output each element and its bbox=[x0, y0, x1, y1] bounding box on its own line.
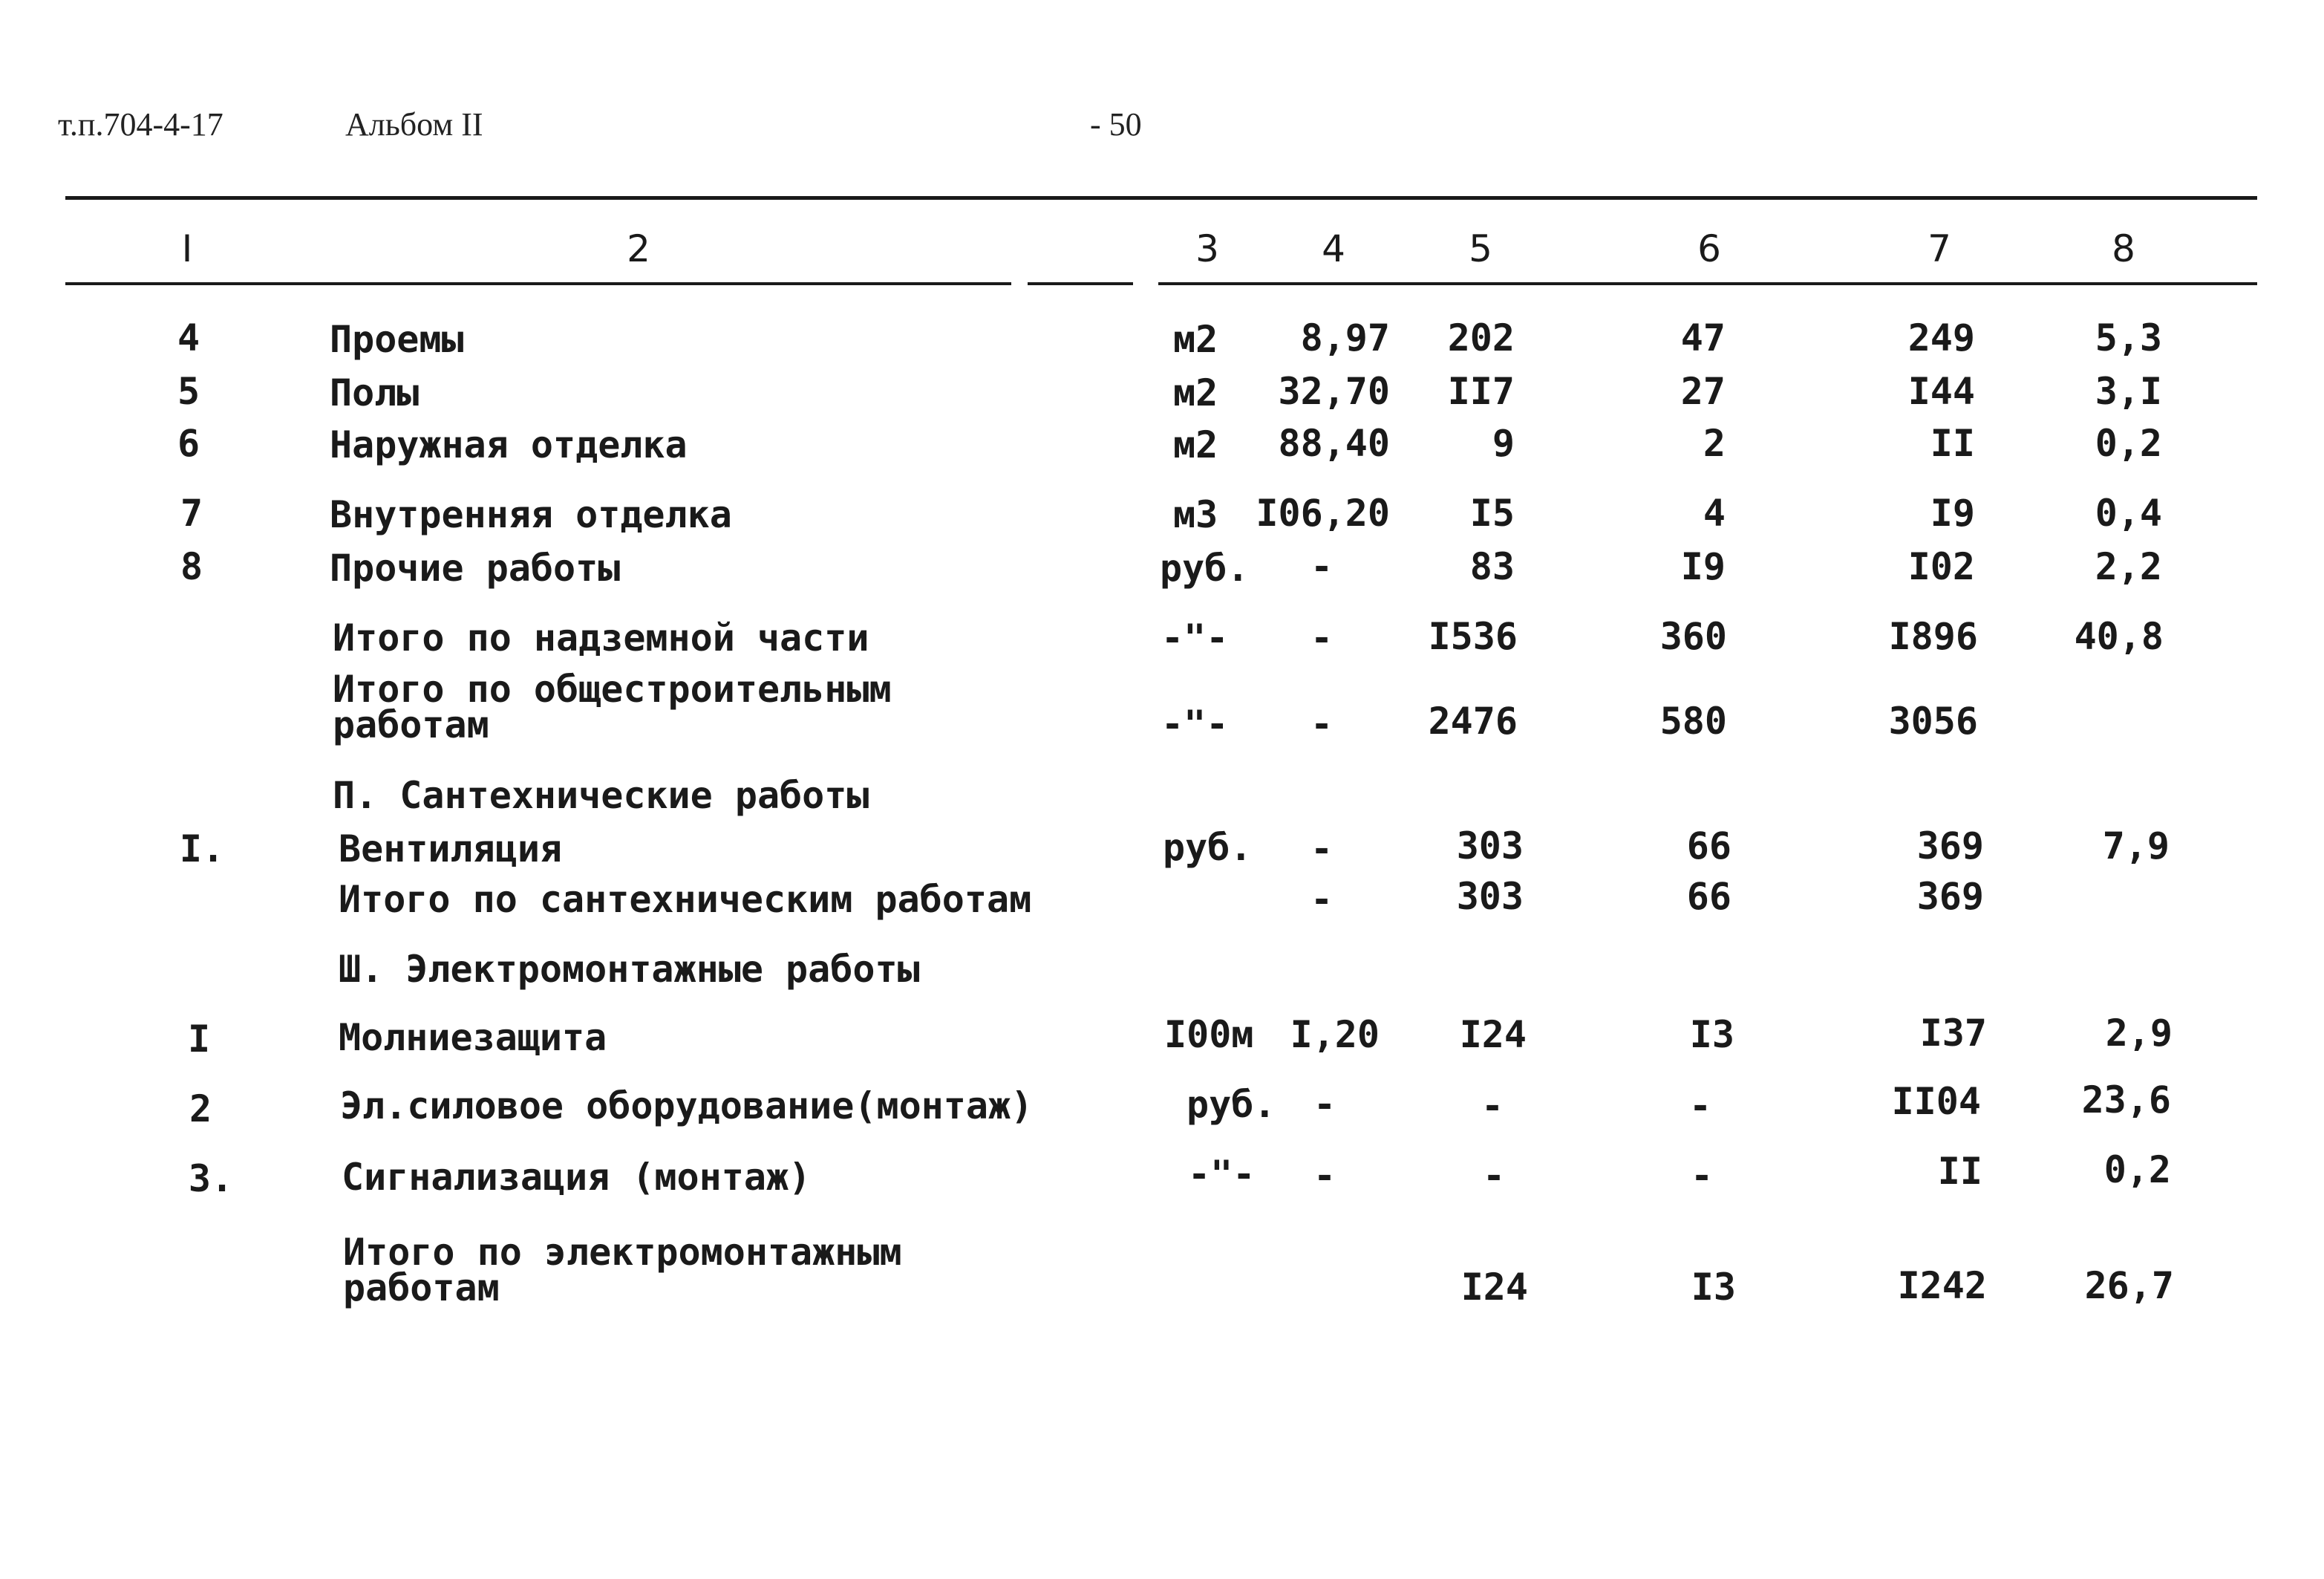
row-unit: руб. bbox=[1187, 1083, 1276, 1126]
row-col5: I536 bbox=[1428, 615, 1518, 658]
row-quantity: I06,20 bbox=[1256, 492, 1390, 535]
album-label: Альбом II bbox=[345, 106, 483, 143]
row-name: Молниезащита bbox=[339, 1016, 607, 1059]
row-number: 6 bbox=[177, 422, 200, 465]
row-number: 8 bbox=[180, 545, 203, 588]
column-header-4: 4 bbox=[1322, 227, 1345, 270]
table-header-rule-1 bbox=[65, 282, 1011, 285]
row-col8: 2,2 bbox=[2095, 545, 2162, 588]
row-unit: м3 bbox=[1173, 493, 1218, 536]
row-name: Прочие работы bbox=[330, 547, 621, 590]
column-header-1: I bbox=[181, 227, 193, 270]
row-col6: 66 bbox=[1686, 824, 1731, 867]
row-col6: 360 bbox=[1659, 615, 1727, 658]
row-quantity: - bbox=[1313, 1154, 1336, 1197]
row-unit: м2 bbox=[1173, 371, 1218, 414]
row-quantity: I,20 bbox=[1290, 1013, 1380, 1056]
row-quantity: 88,40 bbox=[1278, 422, 1390, 465]
row-unit: I00м bbox=[1164, 1013, 1254, 1056]
row-name: Сигнализация (монтаж) bbox=[342, 1156, 812, 1199]
row-number: 3. bbox=[188, 1157, 234, 1200]
column-header-8: 8 bbox=[2112, 227, 2135, 270]
row-quantity: 8,97 bbox=[1300, 316, 1390, 359]
row-col6: 66 bbox=[1686, 875, 1731, 918]
row-col5: 2476 bbox=[1428, 700, 1518, 743]
row-col8: 26,7 bbox=[2084, 1264, 2174, 1307]
row-name: Эл.силовое оборудование(монтаж) bbox=[340, 1084, 1034, 1127]
row-number: 4 bbox=[177, 316, 200, 359]
row-col8: 2,9 bbox=[2105, 1012, 2173, 1055]
row-col7: II bbox=[1930, 422, 1975, 465]
column-header-5: 5 bbox=[1469, 227, 1492, 270]
row-col7: I37 bbox=[1919, 1012, 1987, 1055]
table-header-rule-3 bbox=[1158, 282, 2257, 285]
column-header-2: 2 bbox=[627, 227, 650, 270]
row-name: Вентиляция bbox=[339, 827, 563, 870]
row-name: Итого по электромонтажным работам bbox=[343, 1231, 902, 1309]
row-col5: I24 bbox=[1459, 1013, 1527, 1056]
row-col7: 249 bbox=[1907, 316, 1975, 359]
row-name: Итого по общестроительным работам bbox=[333, 668, 892, 746]
row-col5: 303 bbox=[1456, 824, 1524, 867]
row-col6: 47 bbox=[1680, 316, 1726, 359]
row-quantity: - bbox=[1310, 545, 1334, 588]
row-quantity: - bbox=[1310, 703, 1334, 746]
row-col5: - bbox=[1481, 1084, 1504, 1127]
row-col8: 0,4 bbox=[2095, 492, 2162, 535]
row-unit: м2 bbox=[1173, 318, 1218, 361]
row-col6: I3 bbox=[1691, 1266, 1736, 1309]
row-col5: 202 bbox=[1447, 316, 1515, 359]
row-quantity: - bbox=[1310, 878, 1334, 921]
row-unit: -"- bbox=[1161, 703, 1229, 746]
column-header-7: 7 bbox=[1928, 227, 1951, 270]
row-col7: I242 bbox=[1897, 1264, 1987, 1307]
row-unit: м2 bbox=[1173, 423, 1218, 466]
row-quantity: - bbox=[1313, 1083, 1336, 1126]
row-number: 5 bbox=[177, 370, 200, 413]
row-col5: 9 bbox=[1492, 422, 1515, 465]
row-col6: - bbox=[1688, 1084, 1712, 1127]
row-name: Полы bbox=[330, 371, 420, 414]
row-col8: 23,6 bbox=[2081, 1078, 2171, 1121]
row-col6: I3 bbox=[1689, 1013, 1734, 1056]
page-number: - 50 bbox=[1090, 106, 1142, 143]
row-col6: 27 bbox=[1680, 370, 1726, 413]
row-name: Итого по сантехническим работам bbox=[339, 878, 1032, 921]
row-col7: 369 bbox=[1916, 875, 1984, 918]
section-title: П. Сантехнические работы bbox=[333, 774, 869, 817]
row-col5: I24 bbox=[1460, 1266, 1528, 1309]
row-col6: 4 bbox=[1703, 492, 1726, 535]
row-unit: руб. bbox=[1160, 547, 1250, 590]
row-col5: - bbox=[1482, 1154, 1506, 1197]
row-col7: I896 bbox=[1888, 615, 1978, 658]
row-col8: 7,9 bbox=[2102, 824, 2170, 867]
row-col6: I9 bbox=[1680, 545, 1726, 588]
row-name: Наружная отделка bbox=[330, 423, 688, 466]
row-col7: II bbox=[1937, 1150, 1982, 1193]
row-col7: I02 bbox=[1907, 545, 1975, 588]
row-col8: 5,3 bbox=[2095, 316, 2162, 359]
row-number: 7 bbox=[180, 492, 203, 535]
row-col7: II04 bbox=[1891, 1080, 1981, 1123]
row-name: Итого по надземной части bbox=[333, 616, 869, 660]
row-number: 2 bbox=[189, 1087, 212, 1130]
row-col8: 0,2 bbox=[2095, 422, 2162, 465]
row-unit: -"- bbox=[1161, 616, 1229, 660]
row-col7: I9 bbox=[1930, 492, 1975, 535]
column-header-6: 6 bbox=[1697, 227, 1721, 270]
row-col7: 3056 bbox=[1888, 700, 1978, 743]
row-col6: 580 bbox=[1659, 700, 1727, 743]
row-col8: 0,2 bbox=[2103, 1148, 2171, 1191]
row-number: I bbox=[187, 1018, 211, 1061]
row-col6: - bbox=[1690, 1154, 1714, 1197]
row-col7: I44 bbox=[1907, 370, 1975, 413]
row-name: Проемы bbox=[330, 318, 464, 361]
row-col8: 40,8 bbox=[2074, 615, 2164, 658]
row-quantity: - bbox=[1310, 827, 1334, 870]
document-code: т.п.704-4-17 bbox=[58, 106, 223, 143]
row-col5: II7 bbox=[1447, 370, 1515, 413]
row-col5: 303 bbox=[1456, 875, 1524, 918]
column-header-3: 3 bbox=[1195, 227, 1219, 270]
row-quantity: - bbox=[1310, 616, 1334, 660]
row-unit: -"- bbox=[1188, 1153, 1256, 1196]
row-unit: руб. bbox=[1163, 826, 1253, 869]
row-quantity: 32,70 bbox=[1278, 370, 1390, 413]
section-title: Ш. Электромонтажные работы bbox=[339, 948, 920, 991]
table-header-rule-2 bbox=[1028, 282, 1133, 285]
table-top-rule bbox=[65, 196, 2257, 200]
row-col8: 3,I bbox=[2095, 370, 2162, 413]
row-col5: 83 bbox=[1469, 545, 1515, 588]
row-name: Внутренняя отделка bbox=[330, 493, 732, 536]
row-col7: 369 bbox=[1916, 824, 1984, 867]
row-number: I. bbox=[179, 827, 225, 870]
row-col5: I5 bbox=[1469, 492, 1515, 535]
row-col6: 2 bbox=[1703, 422, 1726, 465]
